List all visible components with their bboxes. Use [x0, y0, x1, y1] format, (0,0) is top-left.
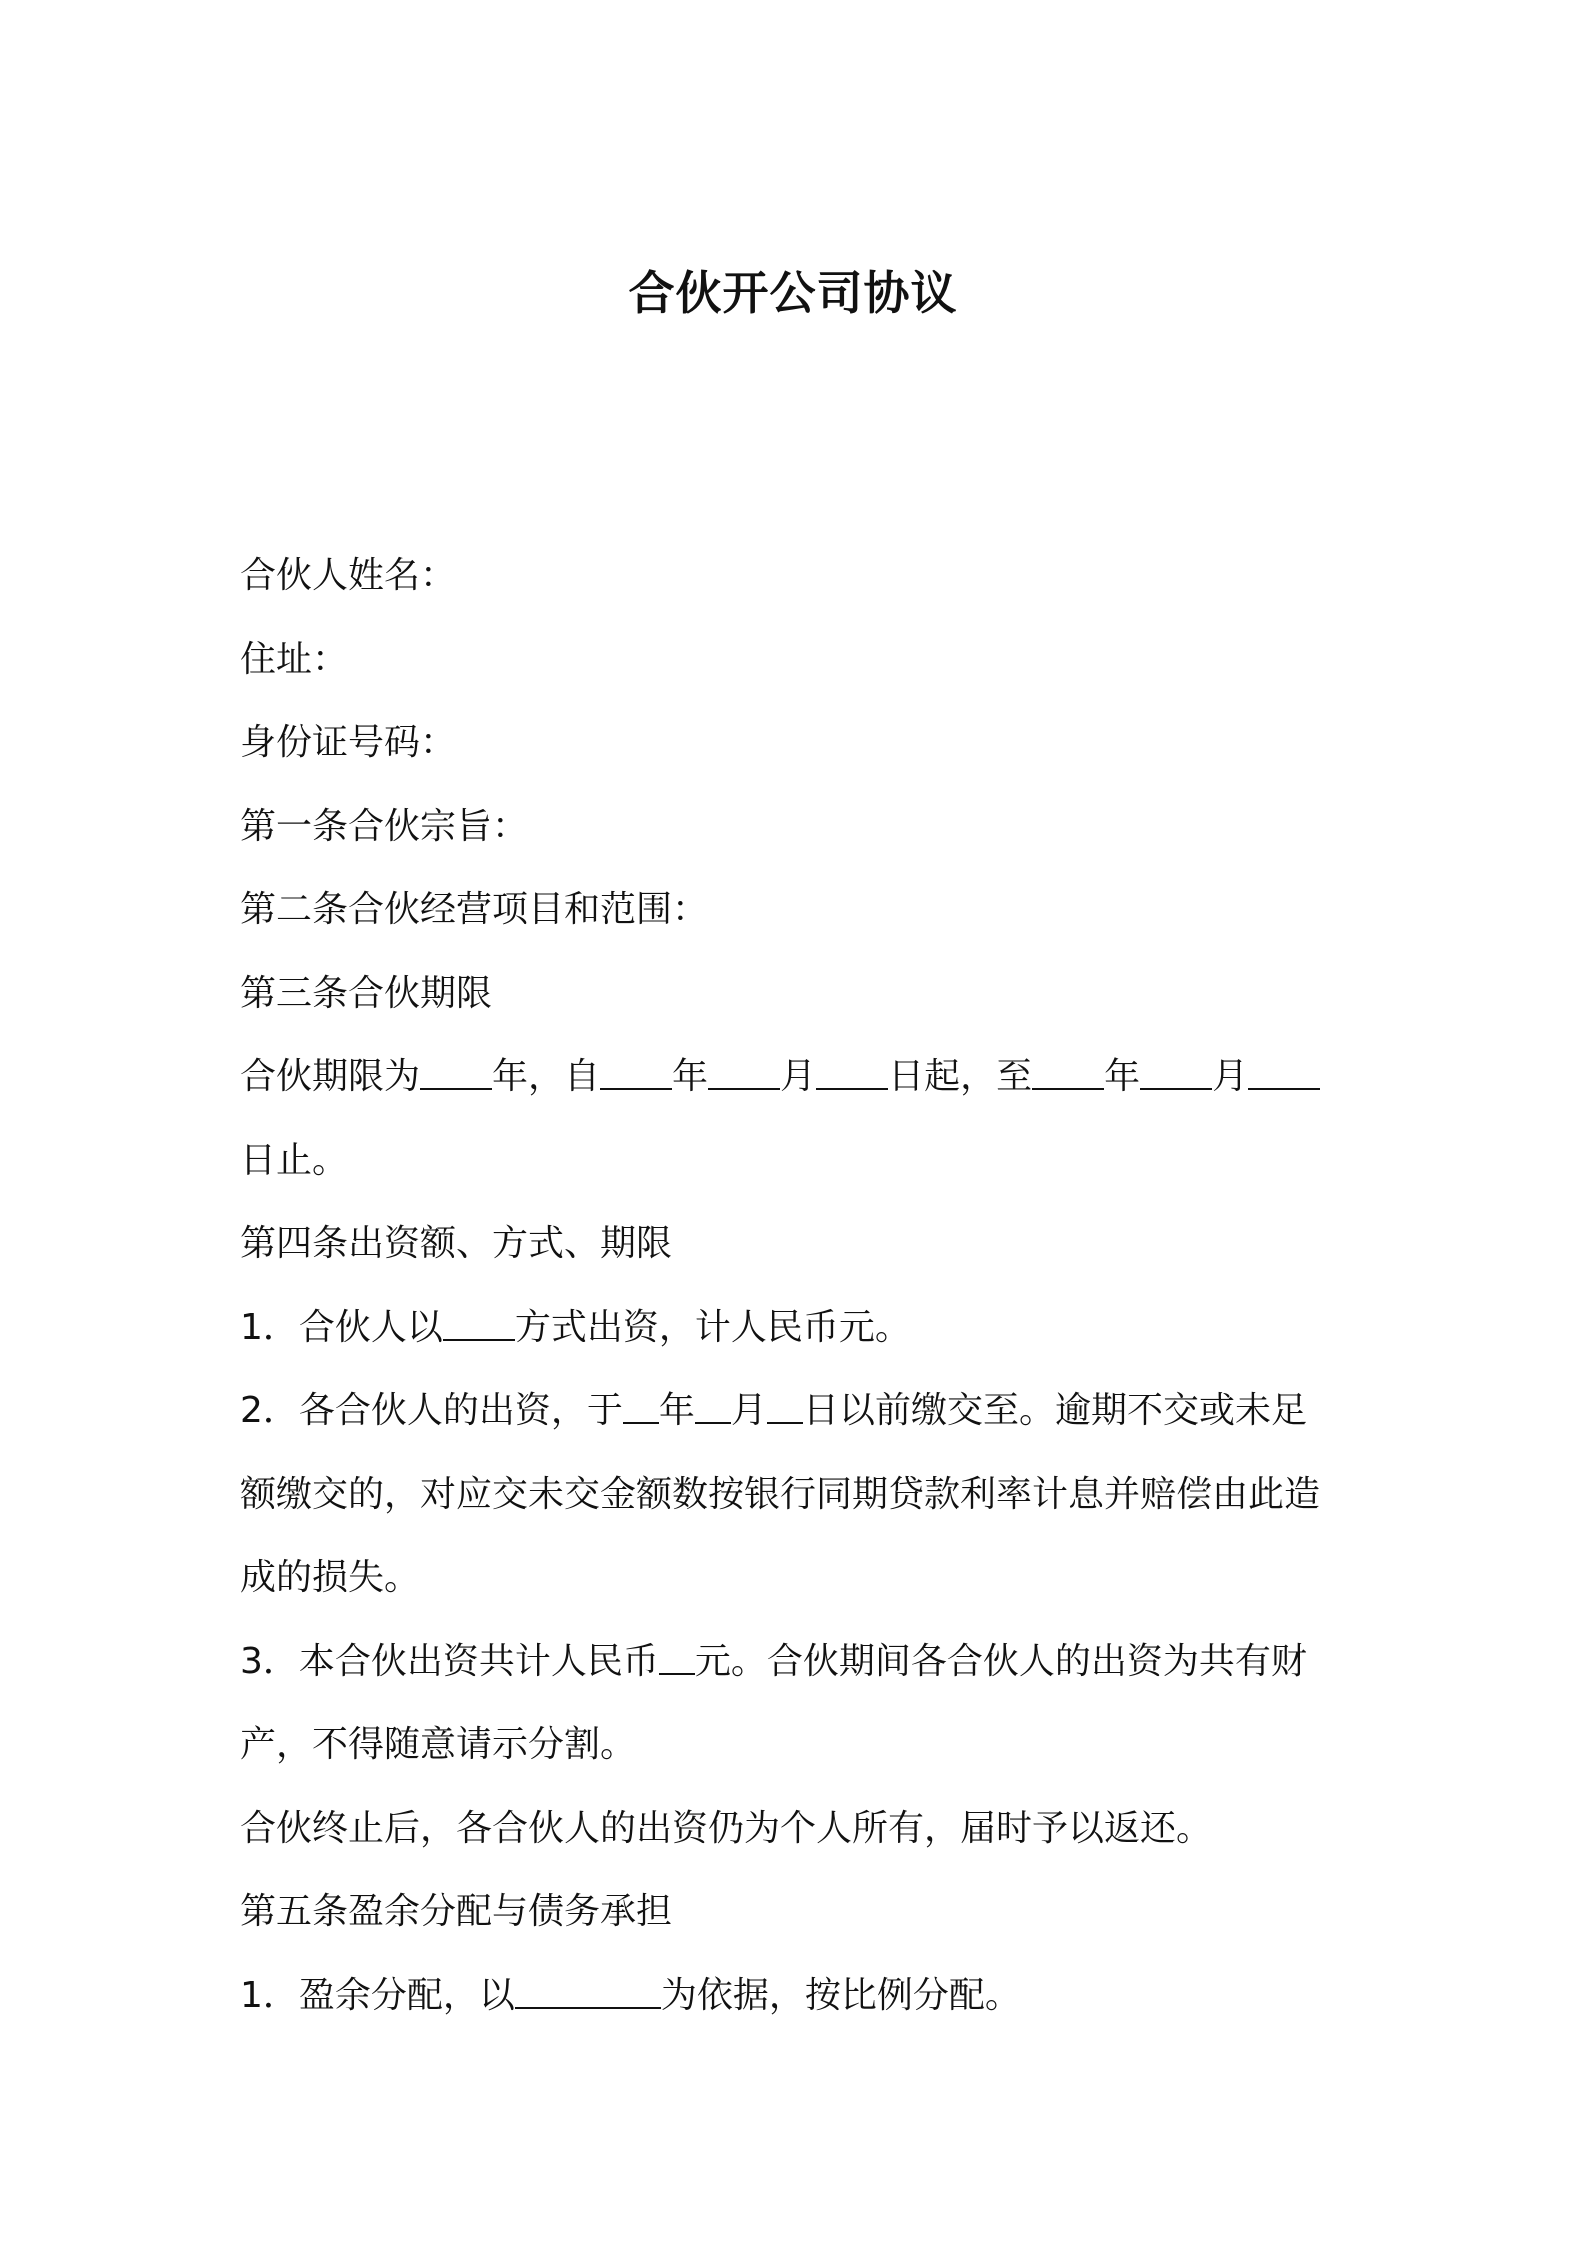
blank-contribution-method: [443, 1307, 515, 1341]
document-body: [240, 534, 1360, 2037]
blank-term-years: [420, 1056, 492, 1090]
blank-start-year: [600, 1056, 672, 1090]
article-5-item-1-b: 为依据，按比例分配。: [660, 1974, 1021, 2016]
article-4-item-1: [240, 1286, 1360, 1370]
article-3-seg7: 月: [1212, 1056, 1249, 1097]
article-4-item-2-b: 年: [658, 1390, 695, 1431]
article-4-heading: 第四条出资额、方式、期限: [240, 1223, 673, 1264]
blank-end-day: [1248, 1056, 1320, 1090]
article-3-term-end: 日止。: [240, 1139, 349, 1181]
article-4-item-3-b: 元。合伙期间各合伙人的出资为共有财: [694, 1640, 1307, 1682]
blank-end-year: [1032, 1056, 1104, 1090]
article-4-item-2-c: 月: [730, 1390, 767, 1431]
field-address: 住址：: [240, 638, 349, 680]
article-4-item-1-a: 1．合伙人以: [240, 1306, 443, 1348]
blank-start-day: [816, 1056, 888, 1090]
article-5-item-1-a: 1．盈余分配，以: [240, 1974, 515, 2016]
article-2-heading: 第二条合伙经营项目和范围：: [240, 889, 709, 930]
field-id-number: 身份证号码：: [240, 722, 457, 763]
blank-pay-month: [695, 1390, 731, 1424]
blank-end-month: [1140, 1056, 1212, 1090]
article-4-item-2-line-2: 额缴交的，对应交未交金额数按银行同期贷款利率计息并赔偿由此造: [240, 1473, 1321, 1515]
article-4-item-3-a: 3．本合伙出资共计人民币: [240, 1640, 659, 1682]
article-4-item-2-d: 日以前缴交至。逾期不交或未足: [802, 1390, 1307, 1431]
article-4-note: 合伙终止后，各合伙人的出资仍为个人所有，届时予以返还。: [240, 1807, 1213, 1849]
article-5-item-1: [240, 1954, 1360, 2038]
article-3-seg4: 月: [780, 1056, 817, 1097]
article-3-seg6: 年: [1104, 1056, 1141, 1097]
article-3-seg2: 年，自: [492, 1056, 601, 1097]
blank-pay-day: [767, 1390, 803, 1424]
article-4-item-2: [240, 1369, 1360, 1453]
article-4-item-3-line-2: 产，不得随意请示分割。: [240, 1724, 637, 1765]
field-partner-name: 合伙人姓名：: [240, 555, 457, 596]
article-4-item-2-a: 2．各合伙人的出资，于: [240, 1390, 623, 1431]
document-title: 合伙开公司协议: [628, 266, 958, 320]
article-3-heading: 第三条合伙期限: [240, 972, 493, 1014]
blank-distribution-basis: [515, 1975, 661, 2009]
article-3-term-line: [240, 1035, 1360, 1119]
blank-total-contribution: [659, 1641, 695, 1675]
article-3-seg3: 年: [672, 1056, 709, 1097]
article-4-item-1-b: 方式出资，计人民币元。: [514, 1306, 911, 1348]
article-4-item-2-line-3: 成的损失。: [240, 1557, 421, 1598]
article-1-heading: 第一条合伙宗旨：: [240, 805, 529, 847]
article-4-item-3: [240, 1620, 1360, 1704]
article-3-seg1: 合伙期限为: [240, 1056, 421, 1097]
blank-pay-year: [623, 1390, 659, 1424]
blank-start-month: [708, 1056, 780, 1090]
article-3-seg5: 日起，至: [888, 1056, 1033, 1097]
article-5-heading: 第五条盈余分配与债务承担: [240, 1891, 673, 1932]
